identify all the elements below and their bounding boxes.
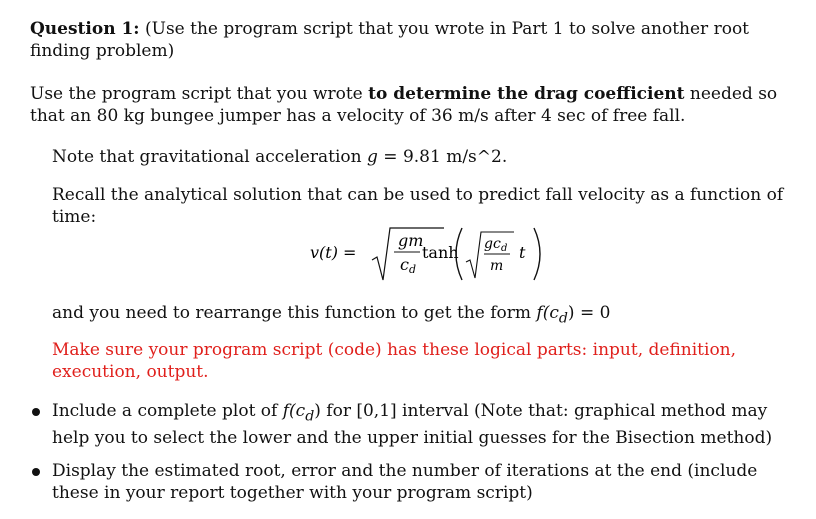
outer-numerator: gm bbox=[398, 231, 424, 250]
question-text: (Use the program script that you wrote in Part 1 to solve another root finding problem) bbox=[30, 19, 750, 61]
equation-graphic bbox=[310, 222, 570, 286]
bullet-dot-1 bbox=[32, 408, 40, 416]
note-text-pre: Note that gravitational acceleration bbox=[52, 147, 367, 167]
note-text-post: = 9.81 m/s^2. bbox=[377, 147, 508, 167]
intro-text-post: needed so that an 80 kg bungee jumper has a velocity of 36 m/s after 4 sec of free fall. bbox=[30, 84, 778, 126]
outer-denominator: c bbox=[400, 255, 409, 274]
intro-paragraph bbox=[30, 83, 790, 127]
requirement-note: Make sure your program script (code) has these logical parts: input, definition, execution, output. bbox=[52, 340, 737, 382]
list-item-plot bbox=[52, 400, 782, 449]
question-label: Question 1: bbox=[30, 19, 140, 39]
note-variable: g bbox=[367, 147, 378, 167]
rearrange-argument: (c bbox=[542, 303, 559, 323]
bullet-dot-2 bbox=[32, 468, 40, 476]
list-item-plot-argument: (c bbox=[289, 401, 306, 421]
inner-variable: t bbox=[519, 243, 526, 262]
recall-paragraph: Recall the analytical solution that can be used to predict fall velocity as a function of time: bbox=[52, 185, 784, 227]
list-item-plot-subscript: d bbox=[305, 408, 315, 425]
question-heading bbox=[30, 18, 790, 62]
rearrange-text-pre: and you need to rearrange this function to get the form bbox=[52, 303, 537, 323]
rearrange-paragraph bbox=[52, 302, 792, 329]
list-item-plot-post: ) for [0,1] interval (Note that: graphical method may help you to select the lower and the upper initial guesses for the Bisection method) bbox=[52, 401, 773, 449]
outer-denominator-subscript: d bbox=[409, 263, 417, 276]
tanh-function: tanh bbox=[422, 243, 459, 262]
inner-denominator: m bbox=[490, 258, 504, 274]
intro-bold-phrase: to determine the drag coefficient bbox=[368, 84, 685, 104]
rearrange-function-name: f bbox=[536, 303, 543, 323]
list-item-display: Display the estimated root, error and the number of iterations at the end (include these in your report together with your program script) bbox=[52, 461, 758, 503]
right-paren bbox=[534, 228, 540, 280]
rearrange-text-post: ) = 0 bbox=[567, 303, 611, 323]
inner-numerator: gc bbox=[484, 236, 501, 252]
velocity-equation bbox=[310, 222, 570, 286]
rearrange-subscript: d bbox=[558, 310, 568, 327]
inner-numerator-subscript: d bbox=[501, 243, 508, 254]
intro-text-pre: Use the program script that you wrote bbox=[30, 84, 369, 104]
gravity-note bbox=[52, 146, 792, 168]
list-item-plot-pre: Include a complete plot of bbox=[52, 401, 283, 421]
equation-lhs: v(t) = bbox=[310, 243, 357, 262]
list-item-plot-function: f bbox=[282, 401, 290, 421]
